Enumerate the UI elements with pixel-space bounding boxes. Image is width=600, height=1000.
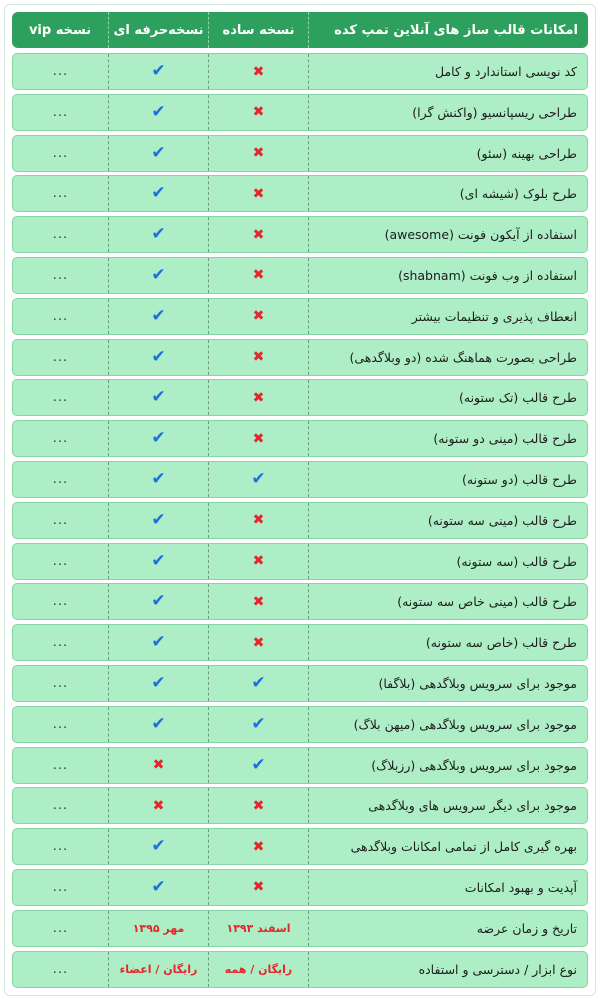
vip-version-cell [13, 258, 108, 293]
feature-label: آپدیت و بهبود امکانات [308, 870, 587, 905]
check-icon: ✔ [151, 836, 166, 857]
simple-version-cell [208, 544, 308, 579]
feature-label: طرح قالب (دو ستونه) [308, 462, 587, 497]
check-icon: ✔ [151, 346, 166, 367]
feature-label: موجود برای سرویس وبلاگدهی (رزبلاگ) [308, 748, 587, 783]
check-icon: ✔ [151, 224, 166, 245]
vip-placeholder-text: ... [52, 267, 69, 283]
value-text: رایگان / همه [224, 962, 293, 976]
vip-version-cell [13, 176, 108, 211]
simple-version-cell [208, 625, 308, 660]
table-row [12, 910, 588, 947]
simple-version-cell [208, 666, 308, 701]
simple-version-cell [208, 748, 308, 783]
vip-placeholder-text: ... [52, 104, 69, 120]
pro-version-cell [108, 299, 208, 334]
pro-version-cell [108, 911, 208, 946]
feature-label: موجود برای دیگر سرویس های وبلاگدهی [308, 788, 587, 823]
cross-icon: ✖ [252, 308, 265, 325]
cross-icon: ✖ [152, 757, 165, 774]
table-row [12, 257, 588, 294]
feature-label: طراحی ریسپانسیو (واکنش گرا) [308, 95, 587, 130]
cross-icon: ✖ [252, 879, 265, 896]
feature-label: طرح قالب (سه ستونه) [308, 544, 587, 579]
check-icon: ✔ [151, 713, 166, 734]
feature-label: نوع ابزار / دسترسی و استفاده [308, 952, 587, 987]
feature-label: استفاده از وب فونت (shabnam) [308, 258, 587, 293]
vip-version-cell [13, 380, 108, 415]
cross-icon: ✖ [252, 389, 265, 406]
header-features: امکانات قالب ساز های آنلاین تمپ کده [308, 12, 588, 48]
pro-version-cell [108, 380, 208, 415]
vip-version-cell [13, 136, 108, 171]
table-row [12, 665, 588, 702]
table-row [12, 747, 588, 784]
pro-version-cell [108, 340, 208, 375]
check-icon: ✔ [151, 550, 166, 571]
vip-placeholder-text: ... [52, 64, 69, 79]
pro-version-cell [108, 176, 208, 211]
vip-version-cell [13, 666, 108, 701]
pro-version-cell [108, 421, 208, 456]
value-text: رایگان / اعضاء [119, 962, 198, 976]
check-icon: ✔ [151, 142, 166, 163]
cross-icon: ✖ [252, 430, 265, 447]
cross-icon: ✖ [252, 185, 265, 202]
feature-label: طرح قالب (مینی خاص سه ستونه) [308, 584, 587, 619]
feature-label: تاریخ و زمان عرضه [308, 911, 587, 946]
feature-label: طرح قالب (مینی سه ستونه) [308, 503, 587, 538]
cross-icon: ✖ [252, 593, 265, 610]
value-text: اسفند ۱۳۹۳ [226, 921, 291, 935]
vip-placeholder-text: ... [52, 920, 69, 936]
vip-version-cell [13, 788, 108, 823]
check-icon: ✔ [151, 509, 166, 530]
feature-label: استفاده از آیکون فونت (awesome) [308, 217, 587, 252]
pro-version-cell [108, 54, 208, 89]
vip-placeholder-text: ... [52, 390, 69, 406]
table-row [12, 339, 588, 376]
vip-version-cell [13, 707, 108, 742]
simple-version-cell [208, 503, 308, 538]
simple-version-cell [208, 380, 308, 415]
feature-label: طراحی بهینه (سئو) [308, 136, 587, 171]
vip-version-cell [13, 870, 108, 905]
table-row [12, 53, 588, 90]
cross-icon: ✖ [252, 553, 265, 570]
cross-icon: ✖ [252, 512, 265, 529]
table-row [12, 379, 588, 416]
pro-version-cell [108, 217, 208, 252]
value-text: مهر ۱۳۹۵ [132, 921, 185, 935]
table-header [12, 12, 588, 48]
simple-version-cell [208, 299, 308, 334]
vip-placeholder-text: ... [52, 512, 69, 528]
simple-version-cell [208, 258, 308, 293]
pro-version-cell [108, 829, 208, 864]
vip-version-cell [13, 829, 108, 864]
vip-version-cell [13, 462, 108, 497]
vip-placeholder-text: ... [52, 839, 69, 855]
vip-version-cell [13, 952, 108, 987]
vip-version-cell [13, 625, 108, 660]
vip-placeholder-text: ... [52, 145, 69, 161]
simple-version-cell [208, 54, 308, 89]
header-vip-version: نسخه vip [28, 22, 92, 38]
check-icon: ✔ [151, 61, 166, 81]
vip-placeholder-text: ... [52, 349, 69, 365]
feature-label: موجود برای سرویس وبلاگدهی (میهن بلاگ) [308, 707, 587, 742]
vip-version-cell [13, 217, 108, 252]
vip-version-cell [13, 421, 108, 456]
pro-version-cell [108, 136, 208, 171]
feature-label: کد نویسی استاندارد و کامل [308, 54, 587, 89]
simple-version-cell [208, 870, 308, 905]
check-icon: ✔ [151, 632, 166, 653]
feature-label: موجود برای سرویس وبلاگدهی (بلاگفا) [308, 666, 587, 701]
feature-label: طرح بلوک (شیشه ای) [308, 176, 587, 211]
pro-version-cell [108, 544, 208, 579]
check-icon: ✔ [151, 387, 166, 408]
check-icon: ✔ [151, 468, 166, 489]
simple-version-cell [208, 952, 308, 987]
feature-label: بهره گیری کامل از تمامی امکانات وبلاگدهی [308, 829, 587, 864]
cross-icon: ✖ [252, 104, 265, 121]
vip-placeholder-text: ... [52, 431, 69, 447]
cross-icon: ✖ [252, 226, 265, 243]
pro-version-cell [108, 666, 208, 701]
simple-version-cell [208, 421, 308, 456]
table-row [12, 828, 588, 865]
cross-icon: ✖ [152, 797, 165, 814]
vip-placeholder-text: ... [52, 227, 69, 243]
feature-label: طرح قالب (مینی دو ستونه) [308, 421, 587, 456]
check-icon: ✔ [151, 591, 166, 612]
vip-placeholder-text: ... [52, 675, 69, 691]
pro-version-cell [108, 870, 208, 905]
cross-icon: ✖ [252, 797, 265, 814]
vip-version-cell [13, 54, 108, 89]
vip-version-cell [13, 584, 108, 619]
vip-placeholder-text: ... [52, 798, 69, 814]
simple-version-cell [208, 217, 308, 252]
vip-placeholder-text: ... [52, 471, 69, 487]
feature-label: طرح قالب (خاص سه ستونه) [308, 625, 587, 660]
vip-placeholder-text: ... [52, 186, 69, 202]
simple-version-cell [208, 95, 308, 130]
vip-version-cell [13, 340, 108, 375]
vip-placeholder-text: ... [52, 635, 69, 651]
table-row [12, 420, 588, 457]
check-icon: ✔ [151, 183, 166, 204]
cross-icon: ✖ [252, 267, 265, 284]
pro-version-cell [108, 584, 208, 619]
check-icon: ✔ [251, 468, 266, 489]
vip-version-cell [13, 911, 108, 946]
simple-version-cell [208, 911, 308, 946]
table-row [12, 461, 588, 498]
table-row [12, 706, 588, 743]
simple-version-cell [208, 707, 308, 742]
table-row [12, 94, 588, 131]
cross-icon: ✖ [252, 349, 265, 366]
vip-version-cell [13, 748, 108, 783]
pro-version-cell [108, 952, 208, 987]
cross-icon: ✖ [252, 838, 265, 855]
feature-label: انعطاف پذیری و تنظیمات بیشتر [308, 299, 587, 334]
pro-version-cell [108, 95, 208, 130]
simple-version-cell [208, 462, 308, 497]
table-row [12, 502, 588, 539]
table-row [12, 175, 588, 212]
header-pro-version: نسخه‌حرفه ای [108, 12, 208, 48]
check-icon: ✔ [251, 672, 266, 693]
simple-version-cell [208, 340, 308, 375]
vip-version-cell [13, 299, 108, 334]
check-icon: ✔ [151, 672, 166, 693]
vip-version-cell [13, 544, 108, 579]
table-row [12, 583, 588, 620]
table-row [12, 543, 588, 580]
vip-placeholder-text: ... [52, 757, 69, 773]
check-icon: ✔ [151, 876, 166, 897]
check-icon: ✔ [151, 428, 166, 449]
feature-label: طرح قالب (تک ستونه) [308, 380, 587, 415]
simple-version-cell [208, 136, 308, 171]
pro-version-cell [108, 258, 208, 293]
cross-icon: ✖ [252, 63, 265, 80]
feature-label: طراحی بصورت هماهنگ شده (دو وبلاگدهی) [308, 340, 587, 375]
pro-version-cell [108, 788, 208, 823]
table-row [12, 951, 588, 988]
pro-version-cell [108, 625, 208, 660]
vip-placeholder-text: ... [52, 716, 69, 732]
table-row [12, 787, 588, 824]
pro-version-cell [108, 462, 208, 497]
table-row [12, 624, 588, 661]
simple-version-cell [208, 788, 308, 823]
pro-version-cell [108, 503, 208, 538]
table-row [12, 298, 588, 335]
vip-placeholder-text: ... [52, 879, 69, 895]
simple-version-cell [208, 829, 308, 864]
vip-version-cell [13, 503, 108, 538]
pro-version-cell [108, 707, 208, 742]
table-row [12, 869, 588, 906]
vip-placeholder-text: ... [52, 308, 69, 324]
check-icon: ✔ [151, 101, 166, 122]
vip-placeholder-text: ... [52, 594, 69, 610]
comparison-table [12, 12, 588, 988]
vip-version-cell [13, 95, 108, 130]
cross-icon: ✖ [252, 634, 265, 651]
header-simple-version: نسخه ساده [208, 12, 308, 48]
table-row [12, 216, 588, 253]
check-icon: ✔ [251, 754, 266, 775]
table-body [12, 53, 588, 988]
simple-version-cell [208, 176, 308, 211]
cross-icon: ✖ [252, 145, 265, 162]
check-icon: ✔ [151, 305, 166, 326]
pro-version-cell [108, 748, 208, 783]
table-row [12, 135, 588, 172]
vip-placeholder-text: ... [52, 553, 69, 569]
check-icon: ✔ [151, 264, 166, 285]
simple-version-cell [208, 584, 308, 619]
check-icon: ✔ [251, 713, 266, 734]
vip-placeholder-text: ... [52, 961, 69, 977]
